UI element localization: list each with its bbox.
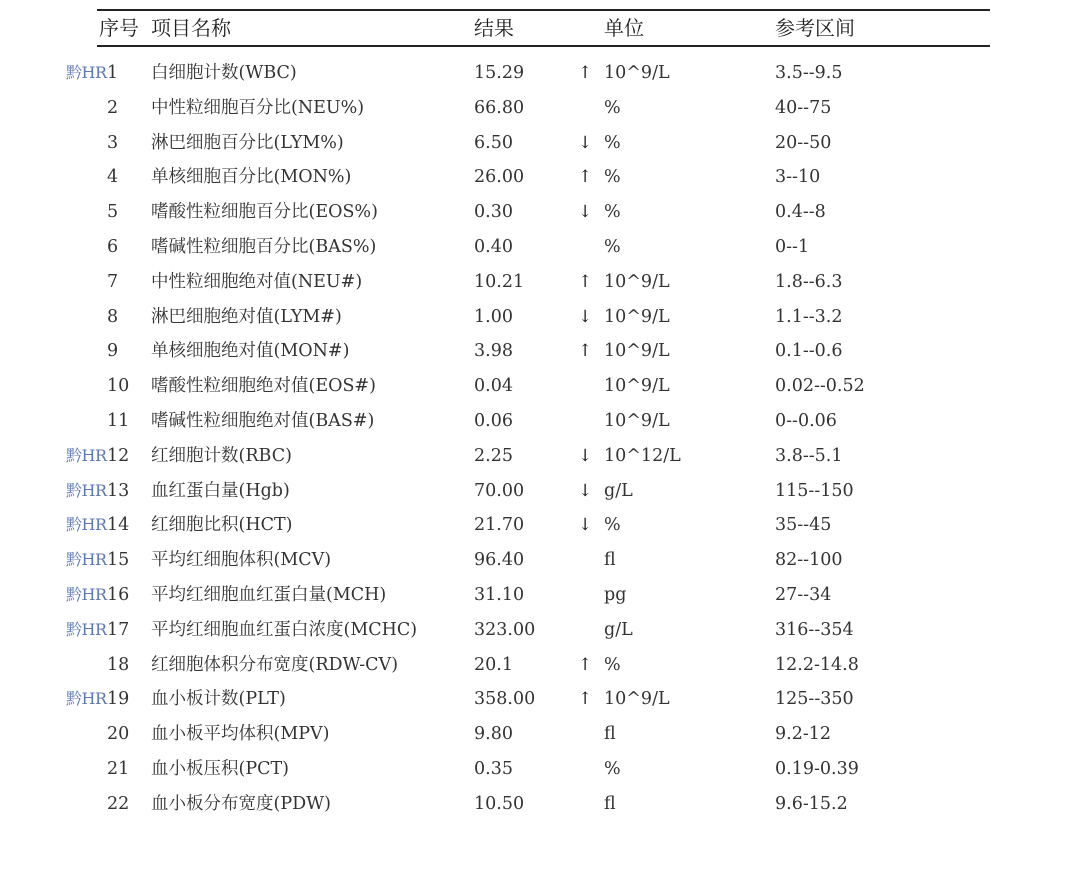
row-reference-range: 0--1 [775, 237, 810, 257]
table-row [0, 369, 1072, 403]
row-flag: 黔HR [66, 480, 107, 500]
row-result: 96.40 [474, 550, 525, 571]
row-flag: 黔HR [66, 585, 107, 604]
header-result: 结果 [474, 16, 514, 40]
row-flag-arrow-icon: ↑ [578, 341, 593, 362]
row-item-name: 嗜碱性粒细胞百分比(BAS%) [151, 237, 377, 257]
row-item-name: 红细胞体积分布宽度(RDW-CV) [151, 654, 399, 675]
row-result: 0.06 [474, 411, 513, 431]
row-result: 323.00 [474, 619, 536, 640]
row-number: 5 [107, 202, 119, 223]
row-unit: g/L [604, 619, 633, 640]
row-item-name: 平均红细胞血红蛋白浓度(MCHC) [151, 619, 418, 640]
row-unit: % [604, 654, 621, 675]
row-result: 15.29 [474, 63, 525, 83]
table-row [0, 56, 1072, 90]
row-unit: % [604, 167, 621, 188]
row-reference-range: 0.19-0.39 [775, 759, 859, 779]
row-item-name: 血小板压积(PCT) [151, 759, 289, 779]
row-unit: 10^9/L [604, 306, 670, 327]
row-unit: 10^9/L [604, 376, 670, 397]
row-reference-range: 3.8--5.1 [775, 445, 843, 466]
row-item-name: 中性粒细胞百分比(NEU%) [151, 97, 365, 118]
row-result: 21.70 [474, 515, 525, 536]
row-reference-range: 0.1--0.6 [775, 341, 843, 362]
row-number: 18 [107, 654, 130, 675]
table-row [0, 195, 1072, 229]
row-result: 70.00 [474, 480, 525, 501]
row-item-name: 单核细胞绝对值(MON#) [151, 341, 350, 362]
row-reference-range: 316--354 [775, 619, 854, 640]
table-row [0, 265, 1072, 299]
table-row [0, 300, 1072, 334]
row-unit: 10^9/L [604, 411, 670, 431]
table-row [0, 613, 1072, 647]
top-rule [97, 9, 990, 11]
row-reference-range: 0.02--0.52 [775, 376, 865, 397]
row-unit: 10^9/L [604, 271, 670, 292]
row-item-name: 平均红细胞血红蛋白量(MCH) [151, 585, 387, 605]
table-row [0, 717, 1072, 751]
header-unit: 单位 [604, 16, 644, 40]
row-result: 0.04 [474, 376, 513, 397]
row-number: 1 [107, 63, 119, 83]
header-ref: 参考区间 [775, 16, 855, 40]
row-result: 66.80 [474, 97, 525, 118]
table-row [0, 543, 1072, 577]
row-flag-arrow-icon: ↑ [578, 654, 593, 675]
row-result: 9.80 [474, 724, 513, 745]
row-unit: % [604, 515, 621, 536]
row-reference-range: 20--50 [775, 132, 832, 153]
row-reference-range: 0.4--8 [775, 202, 826, 223]
table-row [0, 682, 1072, 716]
row-reference-range: 115--150 [775, 480, 854, 501]
row-result: 2.25 [474, 445, 513, 466]
table-row [0, 230, 1072, 264]
row-item-name: 淋巴细胞绝对值(LYM#) [151, 306, 342, 327]
row-number: 21 [107, 759, 130, 779]
row-flag: 黔HR [66, 63, 107, 82]
row-result: 3.98 [474, 341, 513, 362]
row-number: 13 [107, 480, 130, 501]
row-reference-range: 1.1--3.2 [775, 306, 843, 327]
table-row [0, 126, 1072, 160]
header-name: 项目名称 [151, 16, 231, 40]
row-reference-range: 35--45 [775, 515, 832, 536]
row-item-name: 血小板平均体积(MPV) [151, 724, 330, 745]
row-reference-range: 3--10 [775, 167, 821, 188]
header-no: 序号 [99, 16, 139, 40]
table-row [0, 334, 1072, 368]
row-flag-arrow-icon: ↓ [578, 202, 593, 223]
row-unit: pg [604, 585, 627, 605]
row-item-name: 平均红细胞体积(MCV) [151, 550, 332, 571]
row-result: 0.35 [474, 759, 513, 779]
row-result: 358.00 [474, 689, 536, 710]
row-flag-arrow-icon: ↓ [578, 480, 593, 501]
row-flag-arrow-icon: ↑ [578, 689, 593, 710]
row-unit: 10^9/L [604, 689, 670, 710]
row-item-name: 嗜酸性粒细胞百分比(EOS%) [151, 202, 378, 223]
row-number: 15 [107, 550, 130, 571]
row-flag-arrow-icon: ↑ [578, 167, 593, 188]
row-number: 8 [107, 306, 119, 327]
row-number: 19 [107, 689, 130, 710]
row-unit: 10^9/L [604, 341, 670, 362]
row-unit: fl [604, 793, 616, 814]
row-result: 0.30 [474, 202, 513, 223]
row-item-name: 单核细胞百分比(MON%) [151, 167, 352, 188]
row-flag: 黔HR [66, 619, 107, 639]
row-item-name: 嗜酸性粒细胞绝对值(EOS#) [151, 376, 376, 397]
row-number: 9 [107, 341, 119, 362]
row-reference-range: 3.5--9.5 [775, 63, 843, 83]
row-number: 7 [107, 271, 119, 292]
row-unit: % [604, 97, 621, 118]
row-flag: 黔HR [66, 550, 107, 570]
row-reference-range: 9.2-12 [775, 724, 832, 745]
row-flag-arrow-icon: ↓ [578, 445, 593, 466]
row-result: 1.00 [474, 306, 513, 327]
row-flag-arrow-icon: ↓ [578, 306, 593, 327]
row-number: 16 [107, 585, 130, 605]
row-unit: 10^9/L [604, 63, 670, 83]
table-row [0, 648, 1072, 682]
row-flag-arrow-icon: ↑ [578, 271, 593, 292]
row-reference-range: 1.8--6.3 [775, 271, 843, 292]
row-result: 6.50 [474, 132, 513, 153]
row-item-name: 血小板分布宽度(PDW) [151, 793, 331, 814]
row-unit: fl [604, 550, 616, 571]
row-item-name: 中性粒细胞绝对值(NEU#) [151, 271, 363, 292]
row-unit: g/L [604, 480, 633, 501]
row-item-name: 血小板计数(PLT) [151, 689, 286, 710]
row-reference-range: 40--75 [775, 97, 832, 118]
row-reference-range: 125--350 [775, 689, 854, 710]
row-result: 10.50 [474, 793, 525, 814]
row-reference-range: 9.6-15.2 [775, 793, 848, 814]
table-row [0, 752, 1072, 786]
row-item-name: 淋巴细胞百分比(LYM%) [151, 132, 344, 153]
row-item-name: 红细胞比积(HCT) [151, 515, 293, 536]
row-result: 0.40 [474, 237, 513, 257]
row-reference-range: 82--100 [775, 550, 843, 571]
row-flag-arrow-icon: ↑ [578, 63, 593, 83]
row-reference-range: 0--0.06 [775, 411, 837, 431]
row-number: 12 [107, 445, 130, 466]
row-unit: % [604, 202, 621, 223]
row-item-name: 红细胞计数(RBC) [151, 445, 292, 466]
row-unit: % [604, 132, 621, 153]
row-unit: % [604, 237, 621, 257]
row-number: 11 [107, 411, 130, 431]
table-row [0, 91, 1072, 125]
row-number: 14 [107, 515, 130, 536]
row-reference-range: 27--34 [775, 585, 832, 605]
row-number: 6 [107, 237, 119, 257]
row-flag: 黔HR [66, 445, 107, 465]
row-flag: 黔HR [66, 515, 107, 535]
row-number: 2 [107, 97, 119, 118]
row-result: 31.10 [474, 585, 525, 605]
table-header [0, 13, 1072, 43]
row-unit: 10^12/L [604, 445, 681, 466]
row-item-name: 血红蛋白量(Hgb) [151, 480, 290, 501]
table-row [0, 160, 1072, 194]
row-flag-arrow-icon: ↓ [578, 132, 593, 153]
row-reference-range: 12.2-14.8 [775, 654, 859, 675]
row-item-name: 白细胞计数(WBC) [151, 63, 297, 83]
row-flag: 黔HR [66, 689, 107, 709]
row-result: 20.1 [474, 654, 513, 675]
header-rule [97, 45, 990, 47]
table-row [0, 404, 1072, 438]
row-number: 22 [107, 793, 130, 814]
row-unit: % [604, 759, 621, 779]
row-result: 10.21 [474, 271, 525, 292]
row-unit: fl [604, 724, 616, 745]
row-number: 20 [107, 724, 130, 745]
table-row [0, 508, 1072, 542]
row-number: 10 [107, 376, 130, 397]
table-row [0, 578, 1072, 612]
table-row [0, 474, 1072, 508]
row-number: 3 [107, 132, 119, 153]
row-item-name: 嗜碱性粒细胞绝对值(BAS#) [151, 411, 375, 431]
row-flag-arrow-icon: ↓ [578, 515, 593, 536]
row-number: 17 [107, 619, 130, 640]
table-row [0, 439, 1072, 473]
table-row [0, 787, 1072, 821]
row-number: 4 [107, 167, 119, 188]
row-result: 26.00 [474, 167, 525, 188]
